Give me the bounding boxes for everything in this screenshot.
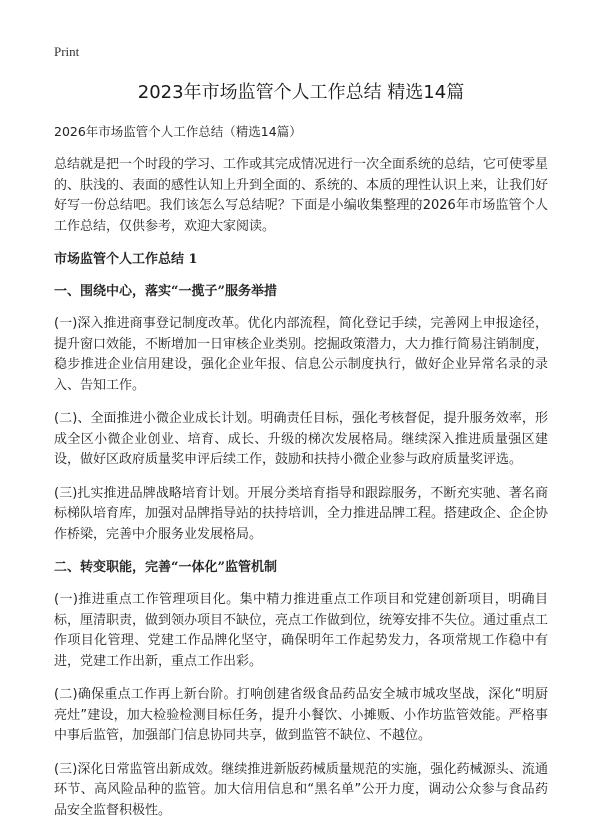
section-heading-2: 二、转变职能，完善“一体化”监管机制	[54, 560, 277, 575]
section-2-paragraph-3: (三)深化日常监管出新成效。继续推进新版药械质量规范的实施，强化药械源头、流通环节、高风险品种的监管。加大信用信息和“黑名单”公开力度，调动公众参与食品药品安全监督积极性。	[54, 761, 548, 818]
section-1-paragraph-1: (一)深入推进商事登记制度改革。优化内部流程，简化登记手续，完善网上申报途径，提升窗口效能，不断增加一日审核企业类别。挖掘政策潜力，大力推行简易注销制度，稳步推进企业信用建设，强化企业年报、信息公示制度执行，做好企业异常名录的录入、告知工作。	[54, 316, 549, 393]
print-link[interactable]: Print	[54, 44, 80, 59]
section-2-paragraph-2: (二)确保重点工作再上新台阶。打响创建省级食品药品安全城市城攻坚战，深化“明厨亮灶”建设，加大检验检测目标任务，提升小餐饮、小摊贩、小作坊监管效能。严格事中事后监管，加强部门信息协同共享，做到监管不缺位、不越位。	[54, 687, 548, 743]
document-subtitle: 2026年市场监管个人工作总结（精选14篇）	[54, 124, 302, 139]
section-1-paragraph-3: (三)扎实推进品牌战略培育计划。开展分类培育指导和跟踪服务，不断充实驰、著名商标梯队培育库，加强对品牌指导站的扶持培训，全力推进品牌工程。搭建政企、企企协作桥梁，完善中介服务业发展格局。	[54, 485, 549, 542]
section-heading-1: 一、围绕中心，落实“一揽子”服务举措	[54, 284, 277, 299]
document-body	[54, 122, 548, 834]
section-1-paragraph-2: (二)、全面推进小微企业成长计划。明确责任目标，强化考核督促，提升服务效率，形成全区小微企业创业、培育、成长、升级的梯次发展格局。继续深入推进质量强区建设，做好区政府质量奖申评后续工作，鼓励和扶持小微企业参与政府质量奖评选。	[54, 411, 548, 467]
intro-paragraph: 总结就是把一个时段的学习、工作或其完成情况进行一次全面系统的总结，它可使零星的、肤浅的、表面的感性认知上升到全面的、系统的、本质的理性认识上来，让我们好好写一份总结吧。我们该怎么写总结呢？下面是小编收集整理的2026年市场监管个人工作总结，仅供参考，欢迎大家阅读。	[54, 157, 549, 234]
section-2-paragraph-1: (一)推进重点工作管理项目化。集中精力推进重点工作项目和党建创新项目，明确目标，厘清职责，做到领办项目不缺位，亮点工作做到位，统筹安排不失位。通过重点工作项目化管理、党建工作品牌化坚守，确保明年工作起势发力，各项常规工作稳中有进，党建工作出新，重点工作出彩。	[54, 592, 549, 669]
page-title: 2023年市场监管个人工作总结 精选14篇	[137, 82, 465, 103]
article-heading: 市场监管个人工作总结 1	[54, 252, 198, 267]
